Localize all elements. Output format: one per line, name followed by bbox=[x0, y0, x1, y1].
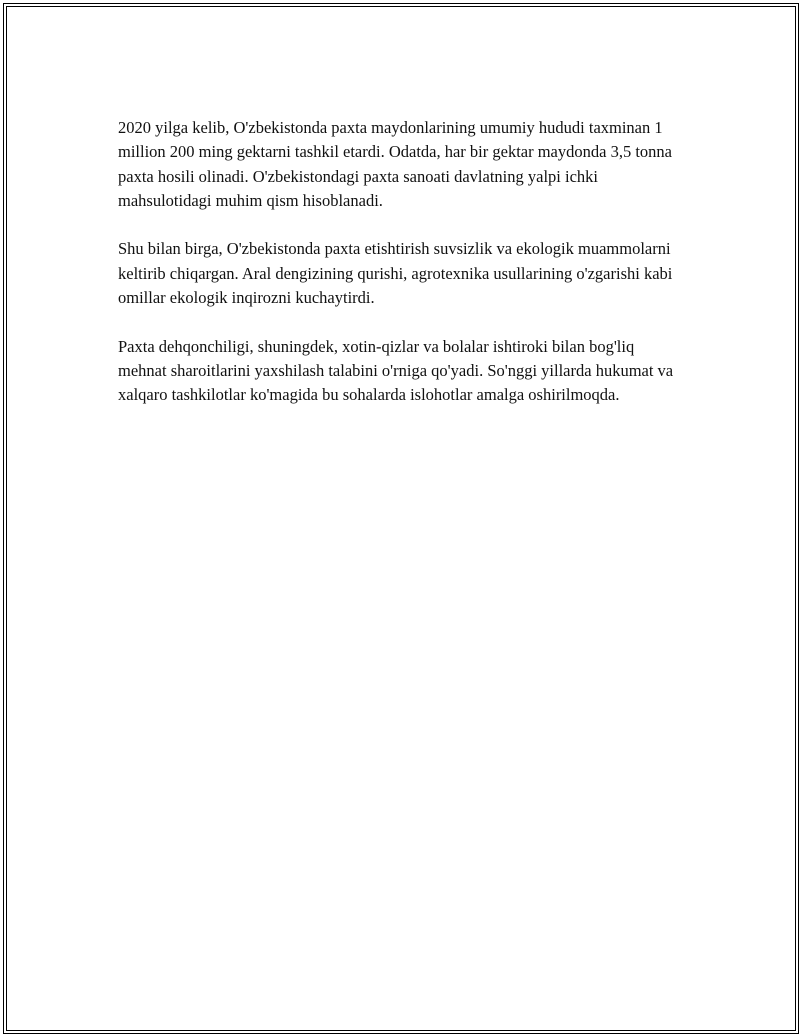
paragraph-1: 2020 yilga kelib, O'zbekistonda paxta maydonlarining umumiy hududi taxminan 1 million 200 ming gektarni tashkil etardi. Odatda, har bir gektar maydonda 3,5 tonna paxta hosili olinadi. O'zbekistondagi paxta sanoati davlatning yalpi ichki mahsulotidagi muhim qism hisoblanadi. bbox=[118, 118, 672, 210]
paragraph-3: Paxta dehqonchiligi, shuningdek, xotin-qizlar va bolalar ishtiroki bilan bog'liq mehnat sharoitlarini yaxshilash talabini o'rniga qo'yadi. So'nggi yillarda hukumat va xalqaro tashkilotlar ko'magida bu sohalarda islohotlar amalga oshirilmoqda. bbox=[118, 336, 674, 405]
document-body bbox=[118, 116, 678, 432]
paragraph-2: Shu bilan birga, O'zbekistonda paxta etishtirish suvsizlik va ekologik muammolarni keltirib chiqargan. Aral dengizining qurishi, agrotexnika usullarining o'zgarishi kabi omillar ekologik inqirozni kuchaytirdi. bbox=[118, 239, 673, 308]
